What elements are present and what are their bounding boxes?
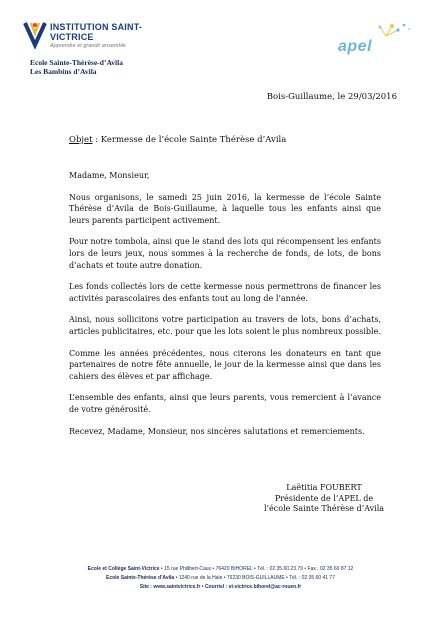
paragraph: Ainsi, nous sollicitons votre participation au travers de lots, bons d’achats, articles publicitaires, etc. pour que les lots soient le plus nombreux possible.	[69, 315, 381, 336]
institution-tagline: Apprendre et grandir ensemble	[50, 43, 126, 49]
letter-body	[69, 170, 381, 447]
letter-date: Bois-Guillaume, le 29/03/2016	[266, 92, 397, 102]
apel-logo	[338, 22, 418, 62]
signatory-role: l’école Sainte Thérèse d’Avila	[263, 504, 385, 513]
paragraph: Les fonds collectés lors de cette kermesse nous permettrons de financer les activités parascolaires des enfants tout au long de l’année.	[69, 282, 381, 303]
school-name-line2: Les Bambins d’Avila	[30, 67, 97, 76]
institution-name: INSTITUTION SAINT-VICTRICE	[50, 22, 143, 42]
signatory-role: Présidente de l’APEL de	[274, 493, 374, 503]
letter-footer	[0, 565, 441, 592]
letter-subject	[69, 135, 286, 145]
paragraph: Nous organisons, le samedi 25 juin 2016, la kermesse de l’école Sainte Thérèse d’Avila de Bois-Guillaume, à laquelle tous les enfants ainsi que leurs parents participent activement.	[69, 192, 381, 225]
subject-text: : Kermesse de l’école Sainte Thérèse d’Avila	[92, 135, 287, 145]
footer-line3: Site : www.saintvictrice.fr • Courriel : st-victrice.bihorel@ac-rouen.fr	[139, 584, 302, 590]
subject-label: Objet	[69, 135, 93, 145]
signature-block	[259, 483, 389, 515]
dandelion-icon	[378, 22, 414, 46]
paragraph: L’ensemble des enfants, ainsi que leurs parents, vous remercient à l’avance de votre générosité.	[69, 393, 381, 414]
footer-line1: Ecole et Collège Saint-Victrice • 15 rue Philibert-Caux • 76420 BIHOREL • Tél. : 02.35.60.23.79 • Fax : 02 35 60 87 12	[87, 566, 354, 572]
school-names	[30, 58, 123, 76]
signatory-name: Laëtitia FOUBERT	[286, 483, 362, 492]
institution-emblem-icon	[22, 21, 48, 49]
apel-wordmark: apel	[338, 38, 373, 55]
closing: Recevez, Madame, Monsieur, nos sincères salutations et remerciements.	[69, 426, 365, 436]
salutation: Madame, Monsieur,	[69, 171, 150, 180]
paragraph: Pour notre tombola, ainsi que le stand des lots qui récompensent les enfants lors de leurs jeux, nous sommes à la recherche de fonds, de lots, de bons d’achats et toute autre donation.	[69, 237, 381, 270]
footer-line2: Ecole Sainte-Thérèse d’Avila • 1240 rue de la Haie • 76230 BOIS-GUILLAUME • Tél. : 02 35 60 41 77	[106, 575, 335, 581]
paragraph: Comme les années précédentes, nous citerons les donateurs en tant que partenaires de notre fête annuelle, le jour de la kermesse ainsi que dans les cahiers des élèves et par affichage.	[69, 348, 381, 381]
institution-logo	[22, 21, 172, 57]
school-name-line1: Ecole Sainte-Thérèse-d’Avila	[30, 58, 123, 67]
